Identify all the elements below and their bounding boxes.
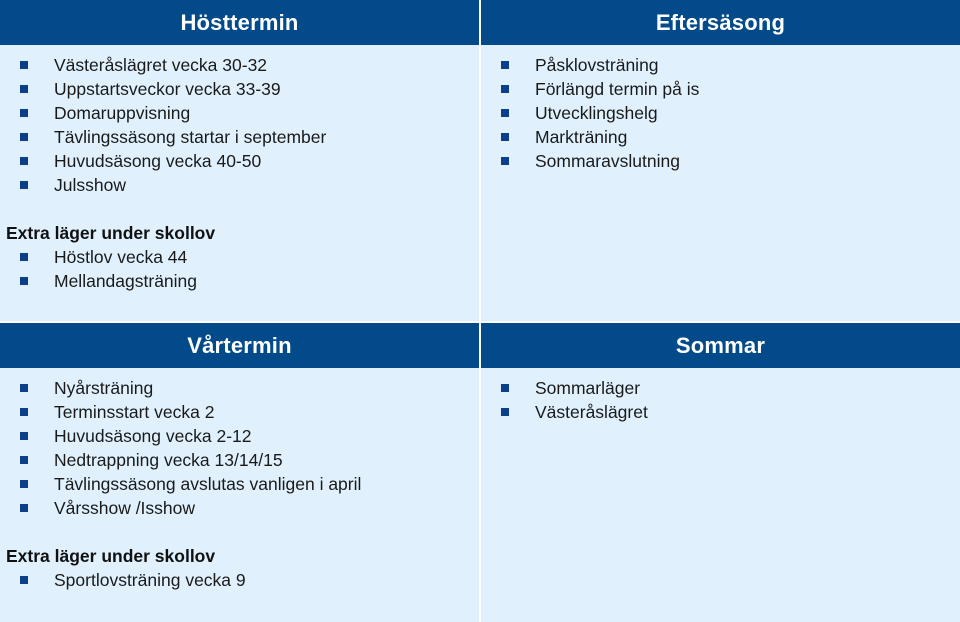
list-item	[0, 53, 479, 77]
list-item	[0, 424, 479, 448]
list-item-label: Nyårsträning	[54, 378, 154, 398]
list-item	[481, 77, 960, 101]
square-bullet-icon	[20, 133, 28, 141]
item-list	[0, 376, 479, 520]
list-item-label: Markträning	[535, 127, 628, 147]
square-bullet-icon	[501, 61, 509, 69]
list-item-label: Tävlingssäsong avslutas vanligen i april	[54, 474, 362, 494]
list-item-label: Sportlovsträning vecka 9	[54, 570, 246, 590]
square-bullet-icon	[20, 384, 28, 392]
list-item-label: Mellandagsträning	[54, 271, 198, 291]
list-item-label: Vårsshow /Isshow	[54, 498, 196, 518]
list-item	[0, 77, 479, 101]
list-item	[0, 269, 479, 293]
panel-body-sommar	[481, 368, 960, 424]
list-item	[481, 376, 960, 400]
list-item-label: Sommaravslutning	[535, 151, 680, 171]
square-bullet-icon	[20, 408, 28, 416]
panel-title-hosttermin: Hösttermin	[0, 0, 479, 45]
square-bullet-icon	[20, 61, 28, 69]
panel-sommar	[480, 322, 960, 622]
list-item	[0, 173, 479, 197]
panel-hosttermin	[0, 0, 480, 322]
list-item-label: Terminsstart vecka 2	[54, 402, 215, 422]
list-item	[0, 568, 479, 592]
list-item	[0, 376, 479, 400]
panel-title-sommar: Sommar	[481, 323, 960, 368]
list-item	[0, 400, 479, 424]
square-bullet-icon	[20, 85, 28, 93]
list-item	[0, 101, 479, 125]
item-list	[481, 376, 960, 424]
list-item	[481, 53, 960, 77]
list-item-label: Sommarläger	[535, 378, 641, 398]
list-item-label: Höstlov vecka 44	[54, 247, 188, 267]
square-bullet-icon	[20, 480, 28, 488]
list-item	[0, 149, 479, 173]
list-item	[481, 400, 960, 424]
extra-camps-heading: Extra läger under skollov	[6, 223, 216, 243]
list-item-label: Förlängd termin på is	[535, 79, 700, 99]
list-item-label: Julsshow	[54, 175, 126, 195]
square-bullet-icon	[501, 408, 509, 416]
square-bullet-icon	[20, 277, 28, 285]
panel-title-vartermin: Vårtermin	[0, 323, 479, 368]
list-item-label: Utvecklingshelg	[535, 103, 658, 123]
panel-vartermin	[0, 322, 480, 622]
square-bullet-icon	[501, 109, 509, 117]
square-bullet-icon	[20, 181, 28, 189]
square-bullet-icon	[20, 456, 28, 464]
list-item-label: Påsklovsträning	[535, 55, 659, 75]
list-item	[481, 125, 960, 149]
list-item	[0, 245, 479, 269]
list-item-label: Huvudsäsong vecka 2-12	[54, 426, 252, 446]
panel-title-eftersasong: Eftersäsong	[481, 0, 960, 45]
square-bullet-icon	[20, 576, 28, 584]
panel-eftersasong	[480, 0, 960, 322]
square-bullet-icon	[20, 253, 28, 261]
square-bullet-icon	[20, 109, 28, 117]
list-item	[0, 125, 479, 149]
square-bullet-icon	[20, 157, 28, 165]
extra-camps-heading: Extra läger under skollov	[6, 546, 216, 566]
list-item-label: Domaruppvisning	[54, 103, 191, 123]
list-item	[0, 472, 479, 496]
panel-body-vartermin	[0, 368, 479, 592]
list-item-label: Västeråslägret vecka 30-32	[54, 55, 268, 75]
square-bullet-icon	[501, 157, 509, 165]
list-item-label: Uppstartsveckor vecka 33-39	[54, 79, 281, 99]
list-item-label: Tävlingssäsong startar i september	[54, 127, 327, 147]
list-item-label: Västeråslägret	[535, 402, 648, 422]
extra-item-list	[0, 245, 479, 293]
square-bullet-icon	[20, 504, 28, 512]
square-bullet-icon	[501, 133, 509, 141]
square-bullet-icon	[501, 384, 509, 392]
list-item	[0, 496, 479, 520]
list-item-label: Nedtrappning vecka 13/14/15	[54, 450, 283, 470]
square-bullet-icon	[20, 432, 28, 440]
item-list	[481, 53, 960, 173]
panel-body-eftersasong	[481, 45, 960, 173]
list-item	[481, 149, 960, 173]
square-bullet-icon	[501, 85, 509, 93]
list-item	[0, 448, 479, 472]
list-item	[481, 101, 960, 125]
list-item-label: Huvudsäsong vecka 40-50	[54, 151, 262, 171]
panel-body-hosttermin	[0, 45, 479, 293]
item-list	[0, 53, 479, 197]
extra-item-list	[0, 568, 479, 592]
